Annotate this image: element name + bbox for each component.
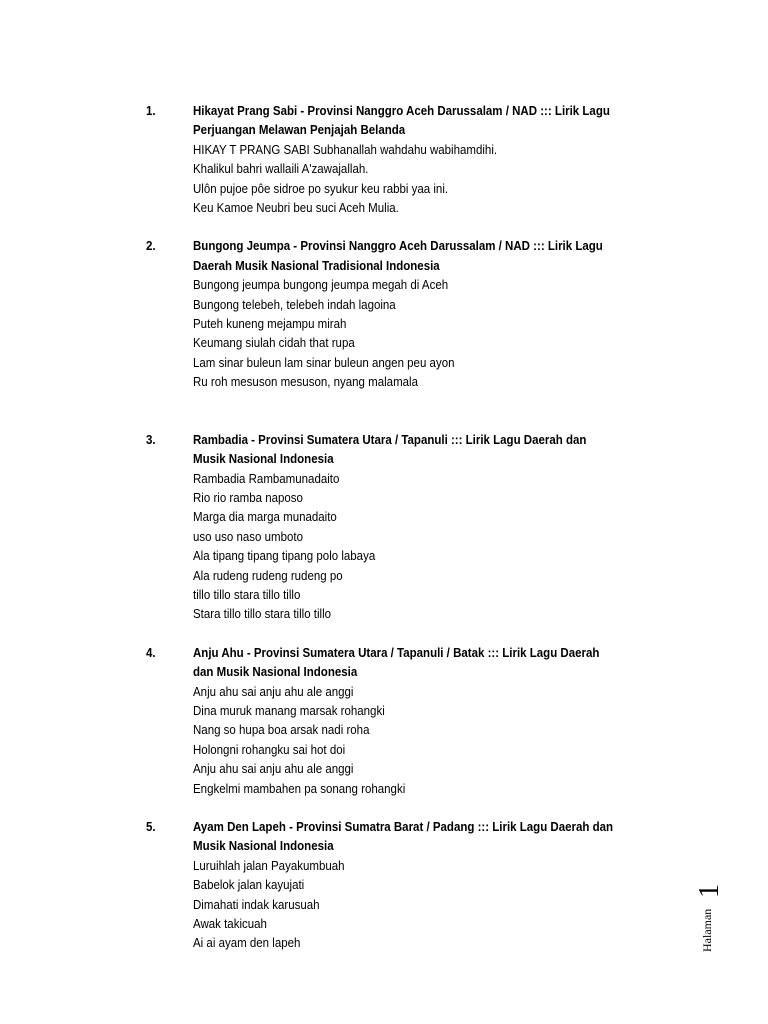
song-item	[0, 644, 673, 799]
song-number: 5.	[146, 820, 156, 834]
lyric-line: Keumang siulah cidah that rupa	[193, 336, 355, 351]
lyric-line: Anju ahu sai anju ahu ale anggi	[193, 684, 354, 699]
song-spacer	[0, 799, 768, 818]
song-spacer	[0, 625, 768, 644]
lyric-line: Bungong jeumpa bungong jeumpa megah di Aceh	[193, 278, 449, 293]
song-list	[0, 102, 768, 954]
lyric-line: Nang so hupa boa arsak nadi roha	[193, 723, 370, 738]
lyric-line: uso uso naso umboto	[193, 529, 303, 544]
song-title: Anju Ahu - Provinsi Sumatera Utara / Tapanuli / Batak ::: Lirik Lagu Daerah dan Musik Nasional Indonesia	[193, 645, 600, 680]
song-item	[0, 102, 673, 218]
lyric-line: Marga dia marga munadaito	[193, 510, 337, 525]
lyric-line: Anju ahu sai anju ahu ale anggi	[193, 762, 354, 777]
lyric-line: Stara tillo tillo stara tillo tillo	[193, 607, 332, 622]
song-title: Ayam Den Lapeh - Provinsi Sumatra Barat / Padang ::: Lirik Lagu Daerah dan Musik Nasional Indonesia	[193, 820, 614, 854]
lyric-line: Awak takicuah	[193, 917, 267, 932]
song-title: Bungong Jeumpa - Provinsi Nanggro Aceh Darussalam / NAD ::: Lirik Lagu Daerah Musik Nasional Tradisional Indonesia	[193, 239, 603, 273]
lyric-line: Holongni rohangku sai hot doi	[193, 742, 346, 757]
song-title: Hikayat Prang Sabi - Provinsi Nanggro Aceh Darussalam / NAD ::: Lirik Lagu Perjuangan Melawan Penjajah Belanda	[193, 104, 610, 138]
song-number: 1.	[146, 104, 156, 118]
song-spacer	[0, 218, 768, 237]
lyric-line: Rio rio ramba naposo	[193, 490, 303, 505]
lyric-line: Babelok jalan kayujati	[193, 878, 305, 893]
lyric-line: Lam sinar buleun lam sinar buleun angen peu ayon	[193, 355, 455, 370]
lyric-line: Rambadia Rambamunadaito	[193, 471, 340, 486]
song-item	[0, 431, 673, 625]
lyric-line: tillo tillo stara tillo tillo	[193, 587, 301, 602]
lyric-line: Ru roh mesuson mesuson, nyang malamala	[193, 375, 419, 390]
page-footer	[694, 870, 730, 960]
lyric-line: Luruihlah jalan Payakumbuah	[193, 858, 345, 873]
song-number: 4.	[146, 645, 156, 660]
song-item	[0, 818, 673, 954]
lyric-line: Ulôn pujoe pôe sidroe po syukur keu rabbi yaa ini.	[193, 181, 449, 196]
lyric-line: Puteh kuneng mejampu mirah	[193, 317, 347, 332]
lyric-line: Bungong telebeh, telebeh indah lagoina	[193, 297, 396, 312]
lyric-line: Khalikul bahri wallaili A'zawajallah.	[193, 162, 369, 177]
page-number: 1	[694, 884, 725, 898]
song-title: Rambadia - Provinsi Sumatera Utara / Tapanuli ::: Lirik Lagu Daerah dan Musik Nasional Indonesia	[193, 432, 587, 467]
song-item	[0, 237, 673, 392]
page-label: Halaman	[700, 908, 714, 952]
song-spacer	[0, 393, 768, 431]
lyric-line: Ai ai ayam den lapeh	[193, 936, 301, 951]
lyric-line: HIKAY T PRANG SABI Subhanallah wahdahu wabihamdihi.	[193, 142, 498, 157]
song-number: 2.	[146, 239, 156, 254]
song-number: 3.	[146, 432, 156, 447]
lyric-line: Ala tipang tipang tipang polo labaya	[193, 549, 376, 564]
lyric-line: Ala rudeng rudeng rudeng po	[193, 568, 343, 583]
lyric-line: Dimahati indak karusuah	[193, 897, 320, 912]
lyric-line: Dina muruk manang marsak rohangki	[193, 703, 385, 718]
lyric-line: Engkelmi mambahen pa sonang rohangki	[193, 781, 406, 796]
lyric-line: Keu Kamoe Neubri beu suci Aceh Mulia.	[193, 201, 399, 216]
